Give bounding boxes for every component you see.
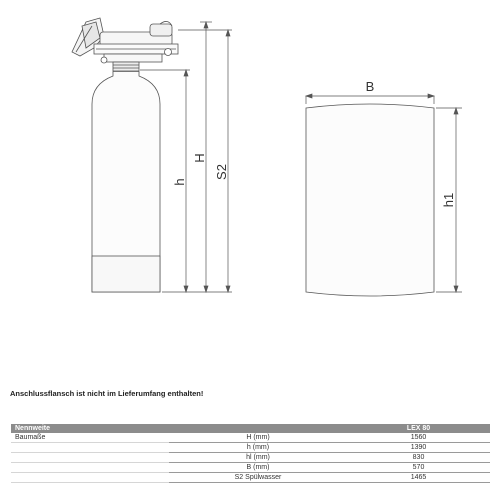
param-value: 830	[347, 453, 490, 463]
header-model: LEX 80	[347, 424, 490, 433]
spec-table	[11, 424, 490, 483]
param-value: 1390	[347, 443, 490, 453]
header-spacer	[169, 424, 347, 433]
table-row	[11, 473, 490, 483]
table-row	[11, 443, 490, 453]
dim-label-h: h	[172, 178, 187, 186]
table-row	[11, 463, 490, 473]
header-nennweite: Nennweite	[11, 424, 169, 433]
param-label: B (mm)	[169, 463, 347, 473]
control-head	[72, 18, 178, 72]
filter-unit	[72, 18, 178, 292]
dim-label-h1: h1	[441, 192, 456, 208]
param-label: hl (mm)	[169, 453, 347, 463]
vessel-base-band	[92, 256, 160, 292]
dim-label-H: H	[192, 153, 207, 163]
param-value: 570	[347, 463, 490, 473]
param-value: 1465	[347, 473, 490, 483]
table-row	[11, 433, 490, 443]
flange-note: Anschlussflansch ist nicht im Lieferumfang enthalten!	[10, 389, 204, 398]
dim-label-S2: S2	[214, 164, 229, 180]
table-row	[11, 453, 490, 463]
dim-label-B: B	[365, 79, 375, 94]
param-label: h (mm)	[169, 443, 347, 453]
group-label: Baumaße	[11, 433, 169, 443]
param-label: H (mm)	[169, 433, 347, 443]
param-label: S2 Spülwasser	[169, 473, 347, 483]
table-header-row	[11, 424, 490, 433]
param-value: 1560	[347, 433, 490, 443]
brine-tank	[306, 104, 434, 296]
